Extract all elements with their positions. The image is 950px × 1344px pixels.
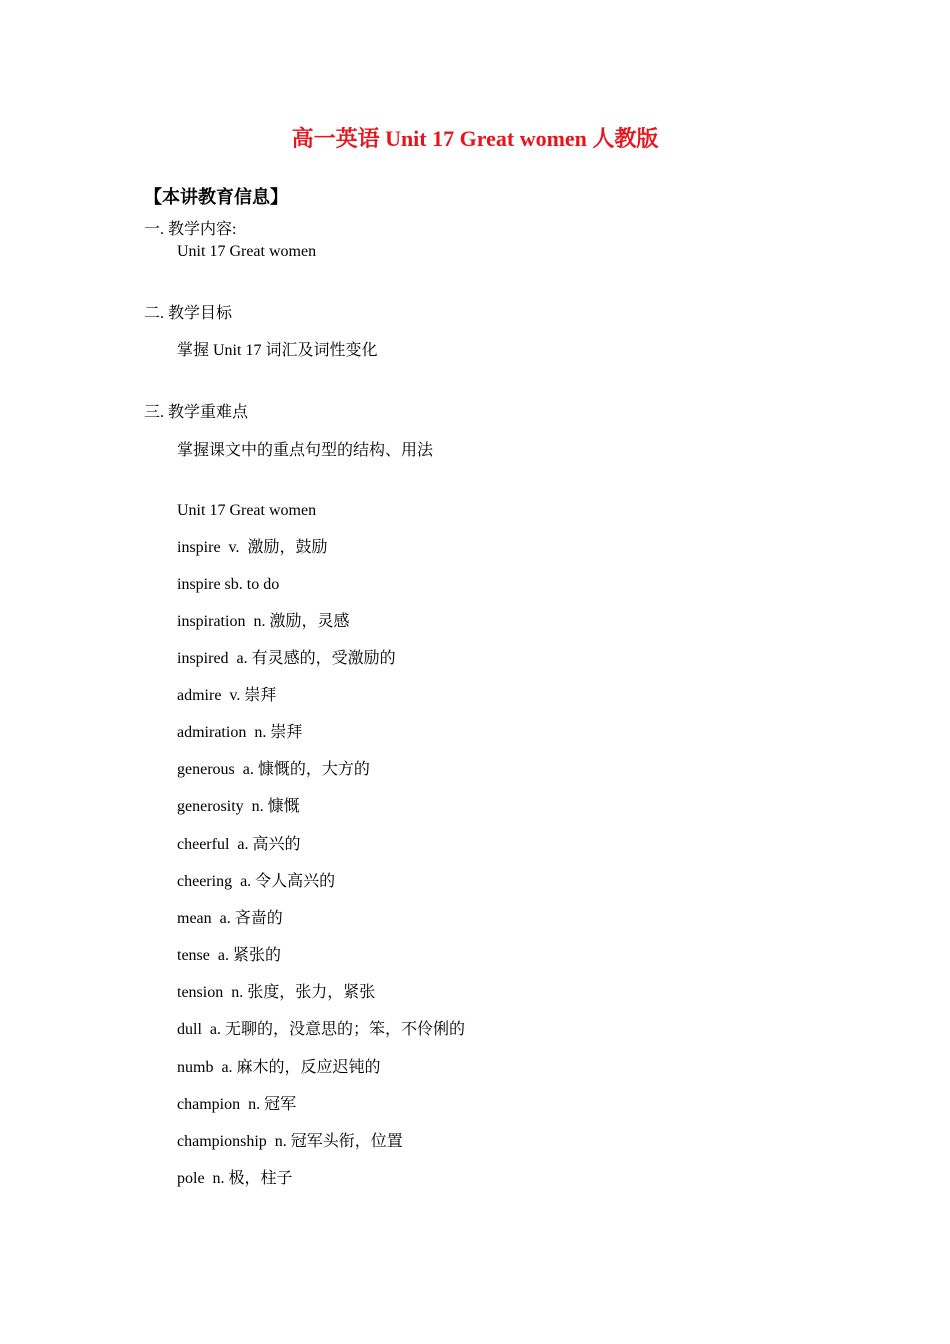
vocab-item: championship n. 冠军头衔，位置 <box>177 1133 403 1150</box>
vocab-item: inspire sb. to do <box>177 576 280 593</box>
vocab-item: dull a. 无聊的，没意思的；笨，不伶俐的 <box>177 1021 465 1038</box>
vocab-item: tension n. 张度，张力，紧张 <box>177 984 376 1001</box>
document-title: 高一英语 Unit 17 Great women 人教版 <box>291 126 659 151</box>
vocab-item: mean a. 吝啬的 <box>177 910 283 927</box>
item1-text: Unit 17 Great women <box>177 243 317 260</box>
vocab-item: tense a. 紧张的 <box>177 947 281 964</box>
item1-heading: 一. 教学内容: <box>144 221 237 238</box>
vocab-item: champion n. 冠军 <box>177 1096 297 1113</box>
vocab-item: cheerful a. 高兴的 <box>177 836 301 853</box>
vocab-item: pole n. 极，柱子 <box>177 1170 293 1187</box>
vocab-item: inspired a. 有灵感的，受激励的 <box>177 650 396 667</box>
item3-text: 掌握课文中的重点句型的结构、用法 <box>177 442 434 459</box>
vocab-item: numb a. 麻木的，反应迟钝的 <box>177 1059 381 1076</box>
unit-heading: Unit 17 Great women <box>177 502 317 519</box>
vocab-item: admiration n. 崇拜 <box>177 724 303 741</box>
vocab-item: admire v. 崇拜 <box>177 687 277 704</box>
vocab-item: cheering a. 令人高兴的 <box>177 873 336 890</box>
vocab-item: inspiration n. 激励，灵感 <box>177 613 350 630</box>
item3-heading: 三. 教学重难点 <box>144 404 249 421</box>
vocab-item: generosity n. 慷慨 <box>177 798 300 815</box>
vocab-item: inspire v. 激励，鼓励 <box>177 539 328 556</box>
section-heading: 【本讲教育信息】 <box>144 187 288 208</box>
item2-heading: 二. 教学目标 <box>144 305 233 322</box>
vocab-item: generous a. 慷慨的，大方的 <box>177 761 370 778</box>
item2-text: 掌握 Unit 17 词汇及词性变化 <box>177 342 378 359</box>
